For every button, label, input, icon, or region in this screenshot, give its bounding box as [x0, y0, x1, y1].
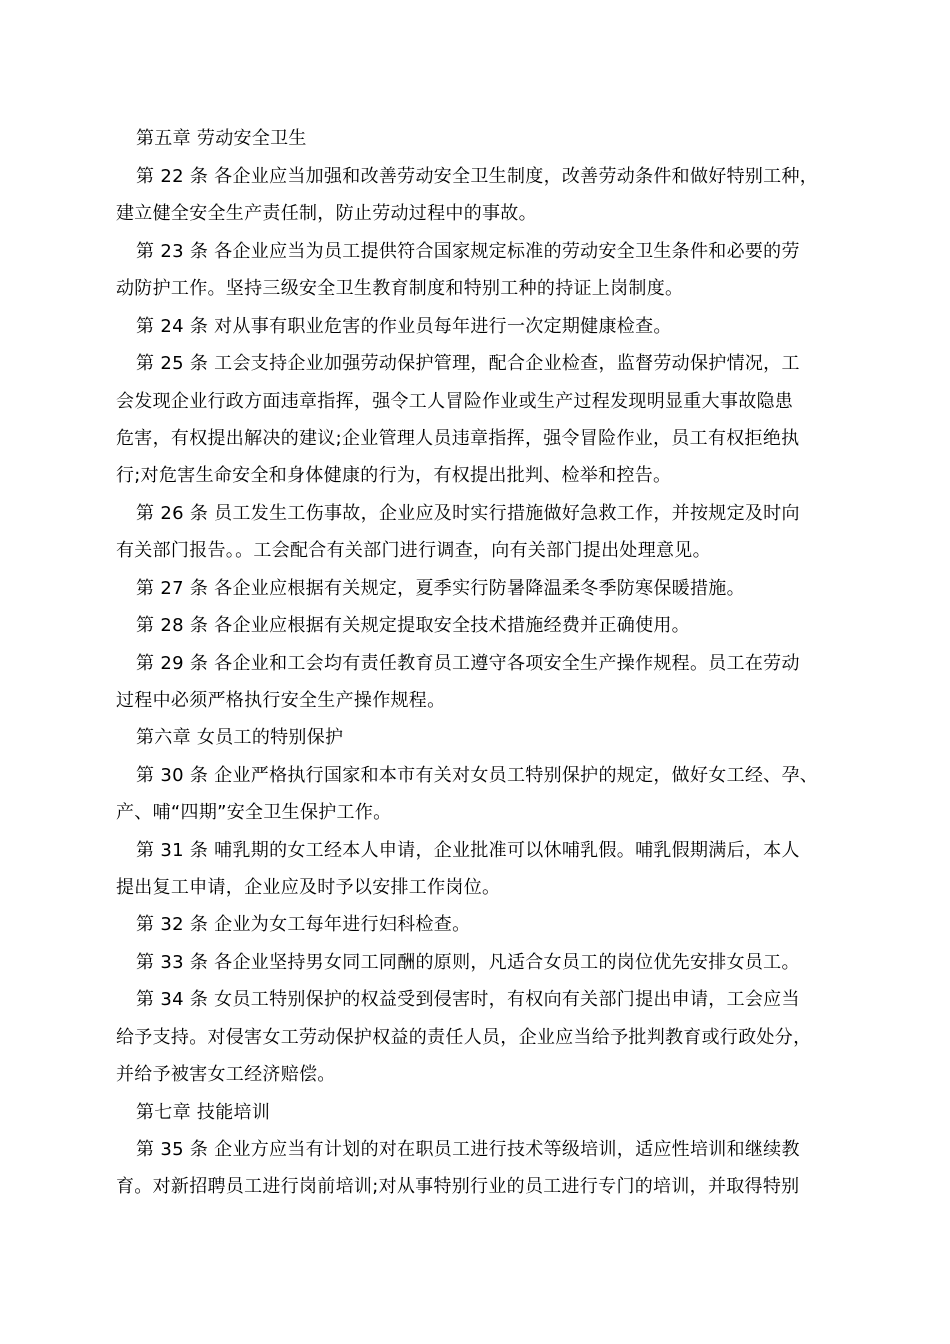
article-line: 有关部门报告。。工会配合有关部门进行调查，向有关部门提出处理意见。 — [116, 540, 711, 561]
article-line: 第 31 条 哺乳期的女工经本人申请，企业批准可以休哺乳假。哺乳假期满后，本人 — [136, 840, 800, 861]
article-line: 第 22 条 各企业应当加强和改善劳动安全卫生制度，改善劳动条件和做好特别工种， — [136, 166, 819, 187]
article-line: 给予支持。对侵害女工劳动保护权益的责任人员，企业应当给予批判教育或行政处分， — [116, 1027, 812, 1048]
article-line: 第 30 条 企业严格执行国家和本市有关对女员工特别保护的规定，做好女工经、孕、 — [136, 765, 819, 786]
article-line: 产、哺“四期”安全卫生保护工作。 — [116, 802, 392, 823]
article-line: 第 34 条 女员工特别保护的权益受到侵害时，有权向有关部门提出申请，工会应当 — [136, 989, 800, 1010]
article-line: 第 25 条 工会支持企业加强劳动保护管理，配合企业检查，监督劳动保护情况，工 — [136, 353, 800, 374]
article-line: 提出复工申请，企业应及时予以安排工作岗位。 — [116, 877, 501, 898]
article-line: 会发现企业行政方面违章指挥，强令工人冒险作业或生产过程发现明显重大事故隐患 — [116, 391, 794, 412]
article-line: 第 33 条 各企业坚持男女同工同酬的原则，凡适合女员工的岗位优先安排女员工。 — [136, 952, 800, 973]
article-line: 第 26 条 员工发生工伤事故，企业应及时实行措施做好急救工作，并按规定及时向 — [136, 503, 800, 524]
article-line: 第 23 条 各企业应当为员工提供符合国家规定标准的劳动安全卫生条件和必要的劳 — [136, 241, 800, 262]
chapter-heading: 第六章 女员工的特别保护 — [136, 727, 344, 748]
article-line: 育。对新招聘员工进行岗前培训;对从事特别行业的员工进行专门的培训，并取得特别 — [116, 1176, 800, 1197]
article-line: 第 35 条 企业方应当有计划的对在职员工进行技术等级培训，适应性培训和继续教 — [136, 1139, 800, 1160]
article-line: 过程中必须严格执行安全生产操作规程。 — [116, 690, 446, 711]
chapter-heading: 第五章 劳动安全卫生 — [136, 128, 307, 149]
article-line: 行;对危害生命安全和身体健康的行为，有权提出批判、检举和控告。 — [116, 465, 672, 486]
article-line: 第 28 条 各企业应根据有关规定提取安全技术措施经费并正确使用。 — [136, 615, 690, 636]
article-line: 并给予被害女工经济赔偿。 — [116, 1064, 336, 1085]
article-line: 动防护工作。坚持三级安全卫生教育制度和特别工种的持证上岗制度。 — [116, 278, 684, 299]
article-line: 第 24 条 对从事有职业危害的作业员每年进行一次定期健康检查。 — [136, 316, 672, 337]
article-line: 危害，有权提出解决的建议;企业管理人员违章指挥，强令冒险作业，员工有权拒绝执 — [116, 428, 800, 449]
article-line: 建立健全安全生产责任制，防止劳动过程中的事故。 — [116, 203, 537, 224]
article-line: 第 29 条 各企业和工会均有责任教育员工遵守各项安全生产操作规程。员工在劳动 — [136, 653, 800, 674]
article-line: 第 27 条 各企业应根据有关规定，夏季实行防暑降温柔冬季防寒保暖措施。 — [136, 578, 745, 599]
article-line: 第 32 条 企业为女工每年进行妇科检查。 — [136, 914, 471, 935]
chapter-heading: 第七章 技能培训 — [136, 1102, 271, 1123]
